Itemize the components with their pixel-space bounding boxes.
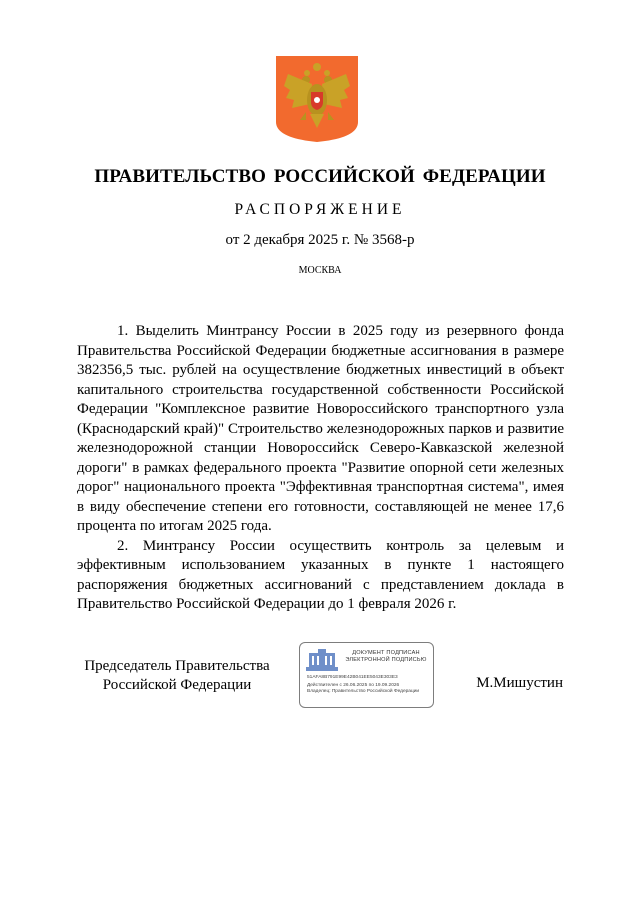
signatory-name: М.Мишустин (476, 675, 563, 691)
document-city: МОСКВА (298, 265, 342, 276)
signatory-position (77, 657, 277, 695)
document-type: РАСПОРЯЖЕНИЕ (234, 201, 406, 218)
stamp-validity: Действителен с 26.06.2025 по 19.09.2026 (307, 683, 400, 688)
order-body (77, 322, 564, 615)
stamp-title (340, 650, 432, 664)
signatory-position-line-1: Председатель Правительства (84, 658, 270, 674)
stamp-title-line-1: ДОКУМЕНТ ПОДПИСАН (352, 650, 420, 656)
document-date-number: от 2 декабря 2025 г. № 3568-р (225, 232, 415, 248)
coat-of-arms-emblem (276, 56, 358, 142)
paragraph-2: 2. Минтрансу России осуществить контроль за целевым и эффективным использованием указанных в пункте 1 настоящего распоряжения бюджетных ассигнований с представлением доклада в Правительство Российской Федерации до 1 февраля 2026 г. (77, 537, 564, 612)
electronic-signature-stamp (299, 642, 434, 708)
paragraph-1: 1. Выделить Минтрансу России в 2025 году из резервного фонда Правительства Российской Федерации бюджетные ассигнования в размере 382356,5 тыс. рублей на осуществление бюджетных инвестиций в объект капитального строительства государственной собственности Российской Федерации "Комплексное развитие Новороссийского транспортного узла (Краснодарский край)" Строительство железнодорожных парков и развитие железнодорожной станции Новороссийск Северо-Кавказской железной дороги" в рамках федерального проекта "Развитие опорной сети железных дорог" национального проекта "Эффективная транспортная система", имея в виду обеспечение степени его готовности, составляющей не менее 17,6 процента по итогам 2025 года. (77, 323, 564, 534)
stamp-owner: Владелец: Правительство Российской Федерации (307, 689, 420, 694)
signatory-position-line-2: Российской Федерации (102, 677, 252, 693)
stamp-title-line-2: ЭЛЕКТРОННОЙ ПОДПИСЬЮ (345, 657, 427, 663)
government-building-icon (306, 649, 338, 671)
government-title: ПРАВИТЕЛЬСТВО РОССИЙСКОЙ ФЕДЕРАЦИИ (94, 166, 546, 187)
stamp-certificate: 51AFA8B791E99E42B041EE5043E303E3 (307, 675, 398, 680)
